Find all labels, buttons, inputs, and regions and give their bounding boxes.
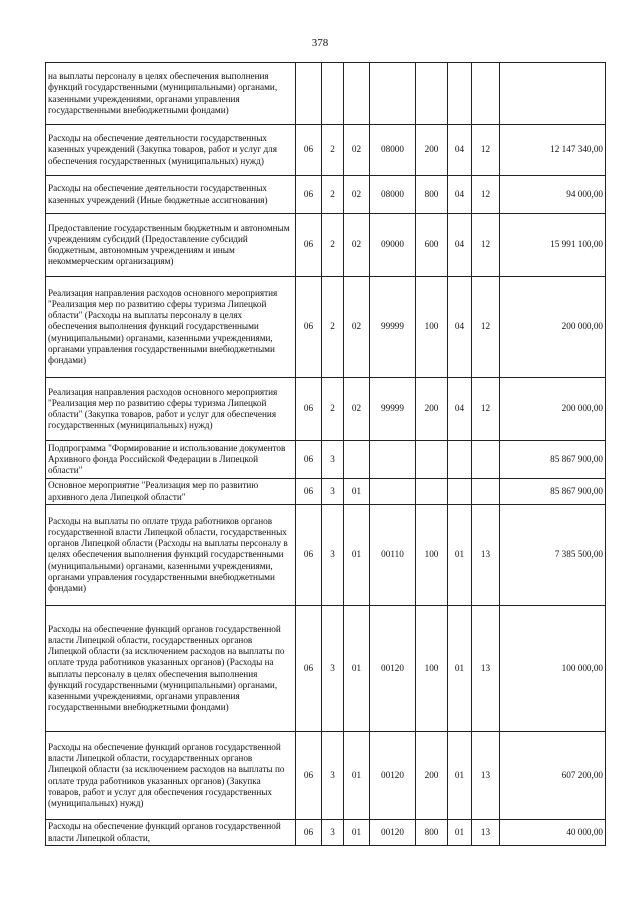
table-row [46,820,606,846]
table-row [46,378,606,441]
cell-code-1 [296,63,322,125]
cell-code-1: 06 [296,732,322,820]
cell-amount: 200 000,00 [500,378,606,441]
page-number: 378 [311,37,329,49]
table-row [46,441,606,479]
row-name: Реализация направления расходов основного мероприятия "Реализация мер по развитию сферы туризма Липецкой области" (Закупка товаров, работ и услуг для обеспечения государственных (муниципальных) нужд) [46,378,296,441]
cell-code-6: 04 [448,125,472,176]
cell-amount: 85 867 900,00 [500,479,606,505]
table-row [46,732,606,820]
cell-code-3: 02 [344,125,370,176]
row-name: Реализация направления расходов основного мероприятия "Реализация мер по развитию сферы туризма Липецкой области" (Расходы на выплаты персоналу в целях обеспечения выполнения функций государственными (муниципальными) органами, казенными учреждениями, органами управления государственными внебюджетными фондами) [46,277,296,378]
cell-code-4 [370,441,416,479]
cell-amount: 7 385 500,00 [500,505,606,606]
cell-code-5: 200 [416,732,448,820]
cell-code-5: 100 [416,505,448,606]
cell-code-6: 04 [448,378,472,441]
cell-code-2: 3 [322,606,344,732]
table-row [46,277,606,378]
cell-code-2: 2 [322,378,344,441]
cell-code-2: 3 [322,479,344,505]
cell-code-2: 3 [322,732,344,820]
cell-code-5: 800 [416,820,448,846]
cell-code-7 [472,63,500,125]
cell-code-1: 06 [296,479,322,505]
cell-code-1: 06 [296,125,322,176]
cell-code-1: 06 [296,277,322,378]
cell-code-3: 01 [344,732,370,820]
cell-code-7 [472,441,500,479]
cell-code-5 [416,63,448,125]
cell-code-6: 04 [448,176,472,214]
row-name: Основное мероприятие "Реализация мер по развитию архивного дела Липецкой области" [46,479,296,505]
cell-amount: 100 000,00 [500,606,606,732]
cell-code-7 [472,479,500,505]
cell-code-2: 2 [322,214,344,277]
cell-amount [500,63,606,125]
cell-code-6: 04 [448,214,472,277]
cell-code-7: 13 [472,820,500,846]
cell-code-7: 12 [472,125,500,176]
cell-code-7: 12 [472,378,500,441]
cell-code-2: 2 [322,176,344,214]
cell-amount: 607 200,00 [500,732,606,820]
cell-code-4: 08000 [370,176,416,214]
row-name: Расходы на обеспечение функций органов государственной власти Липецкой области, государственных органов Липецкой области (за исключением расходов на выплаты по оплате труда работников указанных органов) (Расходы на выплаты персоналу в целях обеспечения выполнения функций государственными (муниципальными) органами, казенными учреждениями, органами управления государственными внебюджетными фондами) [46,606,296,732]
cell-code-5: 100 [416,606,448,732]
cell-code-3: 02 [344,176,370,214]
cell-code-5: 800 [416,176,448,214]
cell-code-2 [322,63,344,125]
cell-code-5: 200 [416,378,448,441]
cell-code-4: 99999 [370,277,416,378]
cell-code-6 [448,63,472,125]
cell-code-2: 3 [322,441,344,479]
cell-code-7: 12 [472,176,500,214]
cell-amount: 12 147 340,00 [500,125,606,176]
cell-code-3 [344,63,370,125]
cell-amount: 15 991 100,00 [500,214,606,277]
cell-code-3: 01 [344,505,370,606]
cell-code-1: 06 [296,176,322,214]
cell-code-6 [448,441,472,479]
cell-code-4: 09000 [370,214,416,277]
row-name: Предоставление государственным бюджетным и автономным учреждениям субсидий (Предоставление субсидий бюджетным, автономным учреждениям и иным некоммерческим организациям) [46,214,296,277]
cell-code-1: 06 [296,441,322,479]
table-row [46,125,606,176]
cell-amount: 94 000,00 [500,176,606,214]
cell-code-3: 02 [344,214,370,277]
cell-code-5: 100 [416,277,448,378]
row-name: Расходы на обеспечение деятельности государственных казенных учреждений (Иные бюджетные ассигнования) [46,176,296,214]
cell-code-7: 13 [472,606,500,732]
cell-code-2: 2 [322,125,344,176]
budget-table [45,62,606,846]
table-row [46,176,606,214]
cell-code-5 [416,479,448,505]
cell-code-6: 01 [448,505,472,606]
cell-code-4: 00120 [370,820,416,846]
cell-code-6: 01 [448,820,472,846]
cell-code-5 [416,441,448,479]
cell-code-3: 01 [344,606,370,732]
cell-code-3: 02 [344,378,370,441]
cell-code-1: 06 [296,505,322,606]
cell-code-4: 99999 [370,378,416,441]
row-name: на выплаты персоналу в целях обеспечения выполнения функций государственными (муниципальными) органами, казенными учреждениями, органами управления государственными внебюджетными фондами) [46,63,296,125]
table-row [46,479,606,505]
cell-code-6: 04 [448,277,472,378]
cell-code-5: 600 [416,214,448,277]
cell-amount: 40 000,00 [500,820,606,846]
cell-amount: 200 000,00 [500,277,606,378]
row-name: Расходы на обеспечение деятельности государственных казенных учреждений (Закупка товаров, работ и услуг для обеспечения государственных (муниципальных) нужд) [46,125,296,176]
cell-code-7: 12 [472,214,500,277]
cell-code-7: 12 [472,277,500,378]
row-name: Расходы на выплаты по оплате труда работников органов государственной власти Липецкой области, государственных органов Липецкой области (Расходы на выплаты персоналу в целях обеспечения выполнения функций государственными (муниципальными) органами, казенными учреждениями, органами управления государственными внебюджетными фондами) [46,505,296,606]
cell-code-3: 02 [344,277,370,378]
cell-code-4: 00120 [370,732,416,820]
cell-code-2: 2 [322,277,344,378]
cell-code-3: 01 [344,479,370,505]
row-name: Подпрограмма "Формирование и использование документов Архивного фонда Российской Федерации в Липецкой области" [46,441,296,479]
cell-code-6 [448,479,472,505]
table-row [46,214,606,277]
cell-code-4: 08000 [370,125,416,176]
cell-code-5: 200 [416,125,448,176]
cell-code-1: 06 [296,378,322,441]
table-row [46,63,606,125]
cell-code-1: 06 [296,820,322,846]
cell-code-2: 3 [322,820,344,846]
cell-code-6: 01 [448,732,472,820]
cell-code-2: 3 [322,505,344,606]
row-name: Расходы на обеспечение функций органов государственной власти Липецкой области, [46,820,296,846]
row-name: Расходы на обеспечение функций органов государственной власти Липецкой области, государственных органов Липецкой области (за исключением расходов на выплаты по оплате труда работников указанных органов) (Закупка товаров, работ и услуг для обеспечения государственных (муниципальных) нужд) [46,732,296,820]
cell-amount: 85 867 900,00 [500,441,606,479]
cell-code-7: 13 [472,732,500,820]
cell-code-4: 00110 [370,505,416,606]
cell-code-3 [344,441,370,479]
cell-code-4 [370,479,416,505]
cell-code-7: 13 [472,505,500,606]
table-row [46,606,606,732]
cell-code-1: 06 [296,606,322,732]
cell-code-1: 06 [296,214,322,277]
table-row [46,505,606,606]
cell-code-4 [370,63,416,125]
cell-code-4: 00120 [370,606,416,732]
cell-code-3: 01 [344,820,370,846]
cell-code-6: 01 [448,606,472,732]
